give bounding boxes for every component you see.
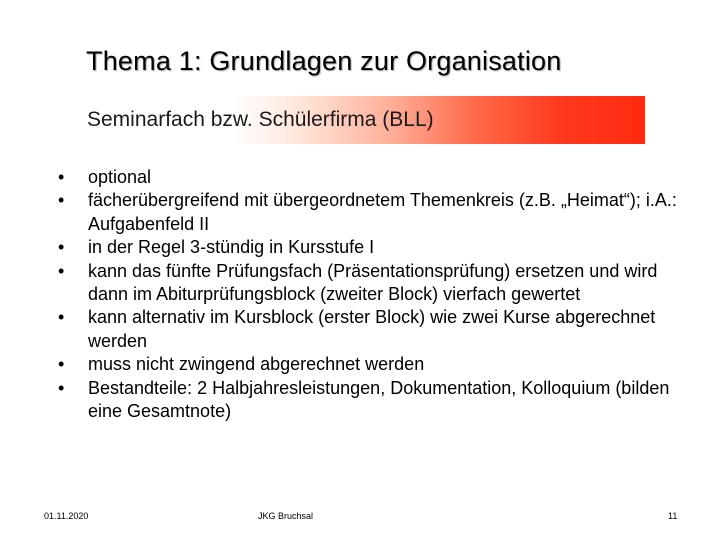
bullet-text: kann alternativ im Kursblock (erster Block) wie zwei Kurse abgerechnet werden <box>88 307 656 351</box>
banner-text: Seminarfach bzw. Schülerfirma (BLL) <box>87 108 434 131</box>
footer-date: 01.11.2020 <box>44 511 89 521</box>
bullet-text: optional <box>88 167 152 187</box>
subtitle-banner <box>75 96 645 144</box>
bullet-icon: • <box>58 167 65 187</box>
bullet-icon: • <box>58 260 65 281</box>
list-item <box>58 236 698 259</box>
bullet-icon: • <box>58 354 65 375</box>
list-item <box>58 166 698 189</box>
bullet-list <box>58 166 698 423</box>
bullet-icon: • <box>58 237 65 258</box>
bullet-text: fächerübergreifend mit übergeordnetem Themenkreis (z.B. „Heimat“); i.A.: Aufgabenfeld II <box>88 190 677 234</box>
slide-title: Thema 1: Grundlagen zur Organisation <box>86 46 562 76</box>
list-item <box>58 260 698 307</box>
bullet-text: kann das fünfte Prüfungsfach (Präsentationsprüfung) ersetzen und wird dann im Abiturprüfungsblock (zweiter Block) vierfach gewertet <box>88 260 658 305</box>
footer-school: JKG Bruchsal <box>258 511 314 521</box>
bullet-text: Bestandteile: 2 Halbjahresleistungen, Dokumentation, Kolloquium (bilden eine Gesamtnote) <box>88 377 670 422</box>
page-number: 11 <box>668 511 678 521</box>
bullet-icon: • <box>58 190 65 211</box>
bullet-text: in der Regel 3-stündig in Kursstufe I <box>88 237 375 258</box>
bullet-text: muss nicht zwingend abgerechnet werden <box>88 354 425 375</box>
list-item <box>58 306 698 353</box>
list-item <box>58 377 698 424</box>
list-item <box>58 353 698 376</box>
bullet-icon: • <box>58 377 65 398</box>
list-item <box>58 189 698 236</box>
bullet-icon: • <box>58 307 65 328</box>
